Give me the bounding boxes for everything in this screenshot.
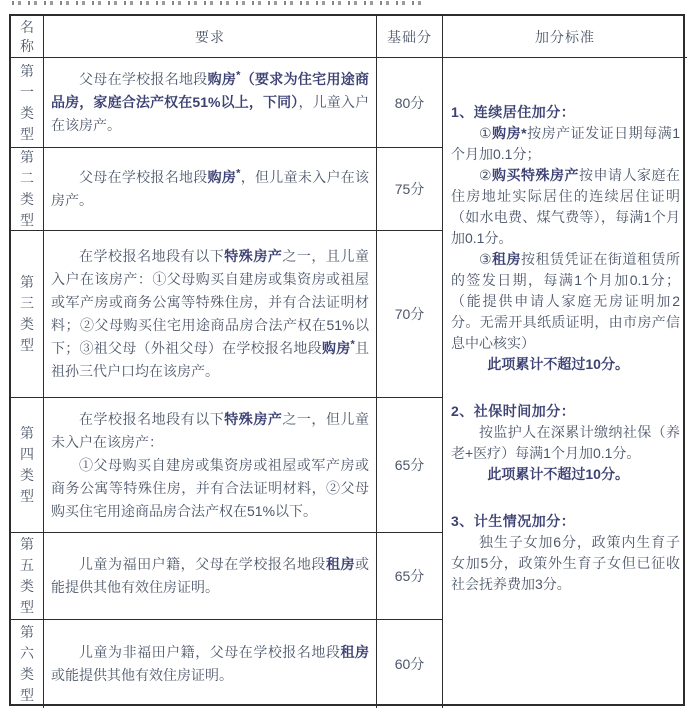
row-type4-score: 65分 [377,398,443,533]
bonus-section-title: 3、计生情况加分： [451,513,576,529]
row-type5-requirement: 儿童为福田户籍，父母在学校报名地段租房或能提供其他有效住房证明。 [44,533,377,620]
row-type1-score: 80分 [377,58,443,148]
row-type6-requirement: 儿童为非福田户籍，父母在学校报名地段租房或能提供其他有效住房证明。 [44,620,377,708]
bonus-section-social-insurance [451,401,680,485]
row-type4-requirement: 在学校报名地段有以下特殊房产之一，但儿童未入户在该房产： ①父母购买自建房或集资房或祖屋或军产房或商务公寓等特殊住房，并有合法证明材料，②父母购买住宅用途商品房合法产权在51%以下。 [44,398,377,533]
bonus-section-family-planning [451,511,680,595]
bonus-section-paragraphs: 独生子女加6分，政策内生育子女加5分，政策外生育子女但已征收社会抚养费加3分。 [451,534,680,592]
row-type5-score: 65分 [377,533,443,620]
bonus-section-cap-note: 此项累计不超过10分。 [487,466,629,482]
bonus-section-title: 1、连续居住加分： [451,104,576,120]
bonus-section-cap-note: 此项累计不超过10分。 [487,356,629,372]
header-bonus-criteria: 加分标准 [443,16,687,58]
row-type2-label: 第 二 类 型 [11,148,44,231]
header-name: 名 称 [11,16,44,58]
row-type3-label: 第 三 类 型 [11,231,44,398]
admission-score-table [9,14,685,706]
cropped-title-strip [12,1,427,5]
bonus-criteria-cell [443,58,687,708]
row-type3-requirement: 在学校报名地段有以下特殊房产之一，且儿童入户在该房产：①父母购买自建房或集资房或祖屋或军产房或商务公寓等特殊住房，并有合法证明材料；②父母购买住宅用途商品房合法产权在51%以下；③祖父母（外祖父母）在学校报名地段购房*且祖孙三代户口均在该房产。 [44,231,377,398]
bonus-section-continuous-residence [451,102,680,375]
row-type6-label: 第 六 类 型 [11,620,44,708]
bonus-section-paragraphs: ①购房*按房产证发证日期每满1个月加0.1分； ②购买特殊房产按申请人家庭在住房地址实际居住的连续居住证明（如水电费、煤气费等），每满1个月加0.1分。 ③租房按租赁凭证在街道租赁所的签发日期，每满1个月加0.1分；（能提供申请人家庭无房证明加2分。无需开具纸质证明，由市房产信息中心核实） [451,125,681,351]
row-type6-score: 60分 [377,620,443,708]
row-type2-requirement: 父母在学校报名地段购房*，但儿童未入户在该房产。 [44,148,377,231]
bonus-section-paragraphs: 按监护人在深累计缴纳社保（养老+医疗）每满1个月加0.1分。 [451,424,680,461]
row-type5-label: 第 五 类 型 [11,533,44,620]
row-type1-requirement: 父母在学校报名地段购房*（要求为住宅用途商品房，家庭合法产权在51%以上，下同），儿童入户在该房产。 [44,58,377,148]
header-requirement: 要求 [44,16,377,58]
row-type4-label: 第 四 类 型 [11,398,44,533]
bonus-section-title: 2、社保时间加分： [451,403,576,419]
row-type3-score: 70分 [377,231,443,398]
header-base-score: 基础分 [377,16,443,58]
row-type2-score: 75分 [377,148,443,231]
row-type1-label: 第 一 类 型 [11,58,44,148]
